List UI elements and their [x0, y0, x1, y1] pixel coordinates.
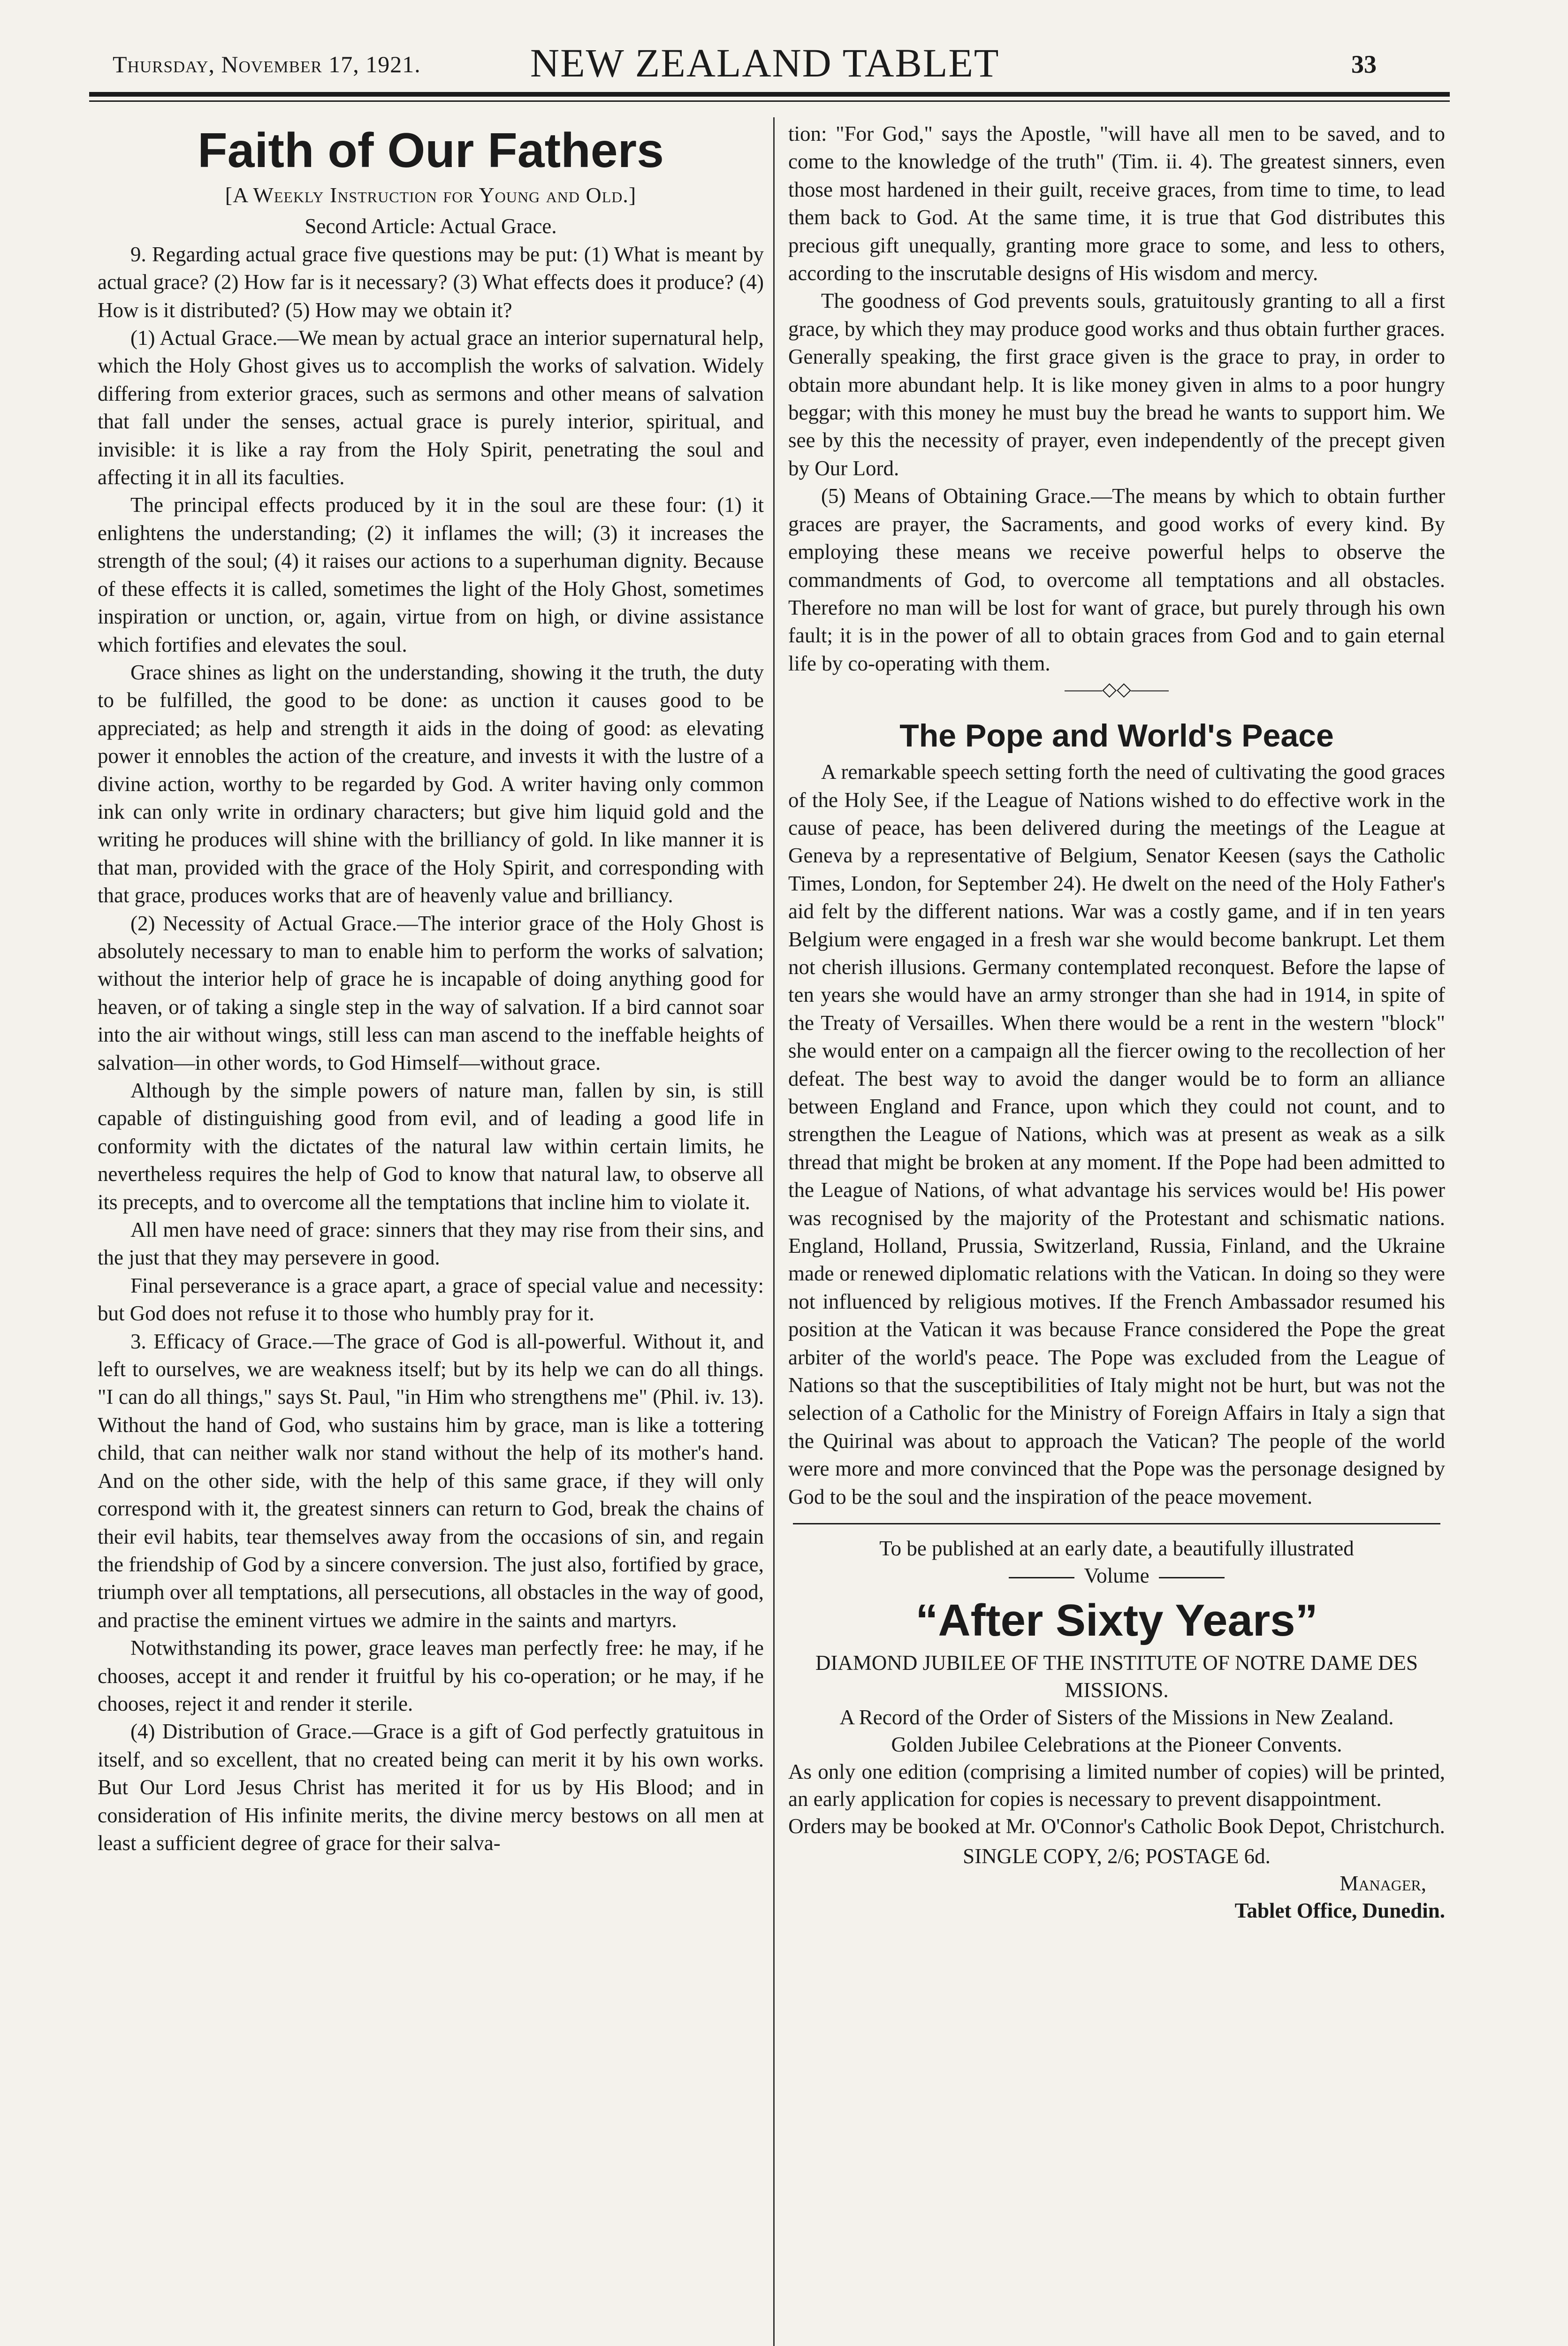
article-subtitle: [A Weekly Instruction for Young and Old.]	[225, 183, 637, 207]
paragraph: A remarkable speech setting forth the need of cultivating the good graces of the Holy See, if the League of Nations wished to do effective work in the cause of peace, has been delivered during the meetings of the League at Geneva by a representative of Belgium, Senator Keesen (says the Catholic Times, London, for September 24). He dwelt on the need of the Holy Father's aid felt by the different nations. War was a costly game, and if in ten years Belgium were engaged in a fresh war she would become bankrupt. Let them not cherish illusions. Germany contemplated reconquest. Before the lapse of ten years she would have an army stronger than she had in 1914, in spite of the Treaty of Versailles. When there would be a rent in the western "block" she would enter on a campaign all the fiercer owing to the recollection of her defeat. The best way to avoid the danger would be to form an alliance between England and France, upon which they could not count, and to strengthen the League of Nations, which was at present as weak as a silk thread that might be broken at any moment. If the Pope had been admitted to the League of Nations, of what advantage his services would be! His power was recognised by the majority of the Protestant and schismatic nations. England, Holland, Prussia, Switzerland, Russia, Finland, and the Ukraine made or renewed diplomatic relations with the Vatican. In doing so they were not influenced by religious motives. If the French Ambassador resumed his position at the Vatican it was because France considered the Pope the great arbiter of the world's peace. The Pope was excluded from the League of Nations so that the susceptibilities of Italy might not be hurt, but was not the selection of a Catholic for the Ministry of Foreign Affairs in Italy a sign that the Quirinal was about to approach the Vatican? The people of the world were more and more convinced that the Pope was the personage designed by God to be the soul and the inspiration of the peace movement.	[788, 760, 1445, 1508]
page-number: 33	[1351, 50, 1377, 78]
paragraph: 9. Regarding actual grace five questions may be put: (1) What is meant by actual grace? (2) How far is it necessary? (3) What effects does it produce? (4) How is it distributed? (5) How may we obtain it?	[98, 242, 764, 322]
section-separator: ——◇◇——	[1065, 678, 1169, 700]
advert-line: Orders may be booked at Mr. O'Connor's Catholic Book Depot, Christchurch.	[788, 1814, 1445, 1838]
paragraph: (2) Necessity of Actual Grace.—The interior grace of the Holy Ghost is absolutely necessary to man to enable him to perform the works of salvation; without the interior help of grace he is incapable of doing anything good for heaven, or of taking a single step in the way of salvation. If a bird cannot soar into the air without wings, still less can man ascend to the ineffable heights of salvation—in other words, to God Himself—without grace.	[98, 911, 764, 1074]
paragraph: Although by the simple powers of nature man, fallen by sin, is still capable of distinguishing good from evil, and of leading a good life in conformity with the dictates of the natural law within certain limits, he nevertheless requires the help of God to know that natural law, to observe all its precepts, and to overcome all the temptations that incline him to violate it.	[98, 1079, 764, 1214]
advert-title: “After Sixty Years”	[915, 1595, 1318, 1646]
left-column	[98, 120, 764, 1857]
advert-rule	[793, 1523, 1440, 1524]
masthead-rule-thin	[89, 100, 1450, 102]
issue-date: Thursday, November 17, 1921.	[113, 51, 421, 77]
paragraph: (1) Actual Grace.—We mean by actual grace an interior supernatural help, which the Holy Ghost gives us to accomplish the works of salvation. Widely differing from exterior graces, such as sermons and other means of salvation that fall under the senses, actual grace is purely interior, spiritual, and invisible: it is like a ray from the Holy Spirit, penetrating the soul and affecting it in all its faculties.	[98, 326, 764, 489]
paragraph: All men have need of grace: sinners that they may rise from their sins, and the just that they may persevere in good.	[98, 1218, 764, 1270]
advert-line: A Record of the Order of Sisters of the Missions in New Zealand.	[839, 1706, 1394, 1729]
paragraph: The goodness of God prevents souls, gratuitously granting to all a first grace, by which they may produce good works and thus obtain further graces. Generally speaking, the first grace given is the grace to pray, in order to obtain more abundant help. It is like money given in alms to a poor hungry beggar; with this money he must buy the bread he wants to support him. We see by this the necessity of prayer, even independently of the precept given by Our Lord.	[788, 289, 1445, 480]
advert-line: As only one edition (comprising a limited number of copies) will be printed, an early application for copies is necessary to prevent disappointment.	[788, 1760, 1445, 1811]
right-column	[788, 120, 1445, 1924]
advert-intro: To be published at an early date, a beautifully illustrated	[879, 1537, 1354, 1561]
advert-line: Golden Jubilee Celebrations at the Pioneer Convents.	[891, 1733, 1342, 1757]
article-heading: Second Article: Actual Grace.	[304, 214, 557, 238]
advert-manager: Manager,	[1340, 1872, 1426, 1896]
paragraph: 3. Efficacy of Grace.—The grace of God is all-powerful. Without it, and left to ourselves, we are weakness itself; but by its help we can do all things. "I can do all things," says St. Paul, "in Him who strengthens me" (Phil. iv. 13). Without the hand of God, who sustains him by grace, man is like a tottering child, that can neither walk nor stand without the help of its mother's hand. And on the other side, with the help of this same grace, if they will only correspond with it, the greatest sinners can return to God, break the chains of their evil habits, tear themselves away from the occasions of sin, and regain the friendship of God by a sincere conversion. The just also, fortified by grace, triumph over all temptations, all persecutions, all obstacles in the way of good, and practise the eminent virtues we admire in the saints and martyrs.	[98, 1329, 764, 1632]
paragraph: The principal effects produced by it in the soul are these four: (1) it enlightens the understanding; (2) it inflames the will; (3) it increases the strength of the soul; (4) it raises our actions to a superhuman dignity. Because of these effects it is called, sometimes the light of the Holy Ghost, sometimes inspiration or unction, or, again, virtue from on high, or divine assistance which fortifies and elevates the soul.	[98, 493, 764, 656]
paragraph: Notwithstanding its power, grace leaves man perfectly free: he may, if he chooses, accept it and render it fruitful by his co-operation; or he may, if he chooses, reject it and render it sterile.	[98, 1636, 764, 1715]
column-divider	[773, 117, 775, 2346]
advertisement	[788, 1535, 1445, 1924]
article-title-faith: Faith of Our Fathers	[198, 123, 664, 178]
paragraph: (4) Distribution of Grace.—Grace is a gift of God perfectly gratuitous in itself, and so excellent, that no created being can merit it by his own works. But Our Lord Jesus Christ has merited it for us by His Blood; and in consideration of His infinite merits, the divine mercy bestows on all men at least a sufficient degree of grace for their salva-	[98, 1720, 764, 1855]
advert-volume: Volume	[788, 1562, 1445, 1589]
advert-price: SINGLE COPY, 2/6; POSTAGE 6d.	[963, 1844, 1271, 1868]
article-title-pope: The Pope and World's Peace	[899, 718, 1334, 754]
advert-office: Tablet Office, Dunedin.	[1234, 1899, 1445, 1923]
paragraph: tion: "For God," says the Apostle, "will have all men to be saved, and to come to the knowledge of the truth" (Tim. ii. 4). The greatest sinners, even those most hardened in their guilt, receive graces, from time to time, to lead them back to God. At the same time, it is true that God distributes this precious gift unequally, granting more grace to some, and less to others, according to the inscrutable designs of His wisdom and mercy.	[788, 122, 1445, 285]
paragraph: (5) Means of Obtaining Grace.—The means by which to obtain further graces are prayer, the Sacraments, and good works of every kind. By employing these means we receive powerful helps to observe the commandments of God, to overcome all temptations and all obstacles. Therefore no man will be lost for want of grace, but purely through his own fault; it is in the power of all to obtain graces from God and to gain eternal life by co-operating with them.	[788, 484, 1445, 675]
paragraph: Final perseverance is a grace apart, a grace of special value and necessity: but God does not refuse it to those who humbly pray for it.	[98, 1273, 764, 1325]
advert-line: DIAMOND JUBILEE OF THE INSTITUTE OF NOTRE DAME DES MISSIONS.	[815, 1651, 1418, 1702]
paragraph: Grace shines as light on the understanding, showing it the truth, the duty to be fulfilled, the good to be done: as unction it causes good to be appreciated; as help and strength it aids in the doing of good: as elevating power it ennobles the action of the creature, and invests it with the lustre of a divine action, worthy to be regarded by God. A writer having only common ink can only write in ordinary characters; but give him liquid gold and the writing he produces will shine with the brilliancy of gold. In like manner it is that man, provided with the grace of the Holy Spirit, and corresponding with that grace, produces works that are of heavenly value and brilliancy.	[98, 660, 764, 907]
masthead-rule	[89, 92, 1450, 97]
publication-title: NEW ZEALAND TABLET	[530, 40, 1000, 85]
